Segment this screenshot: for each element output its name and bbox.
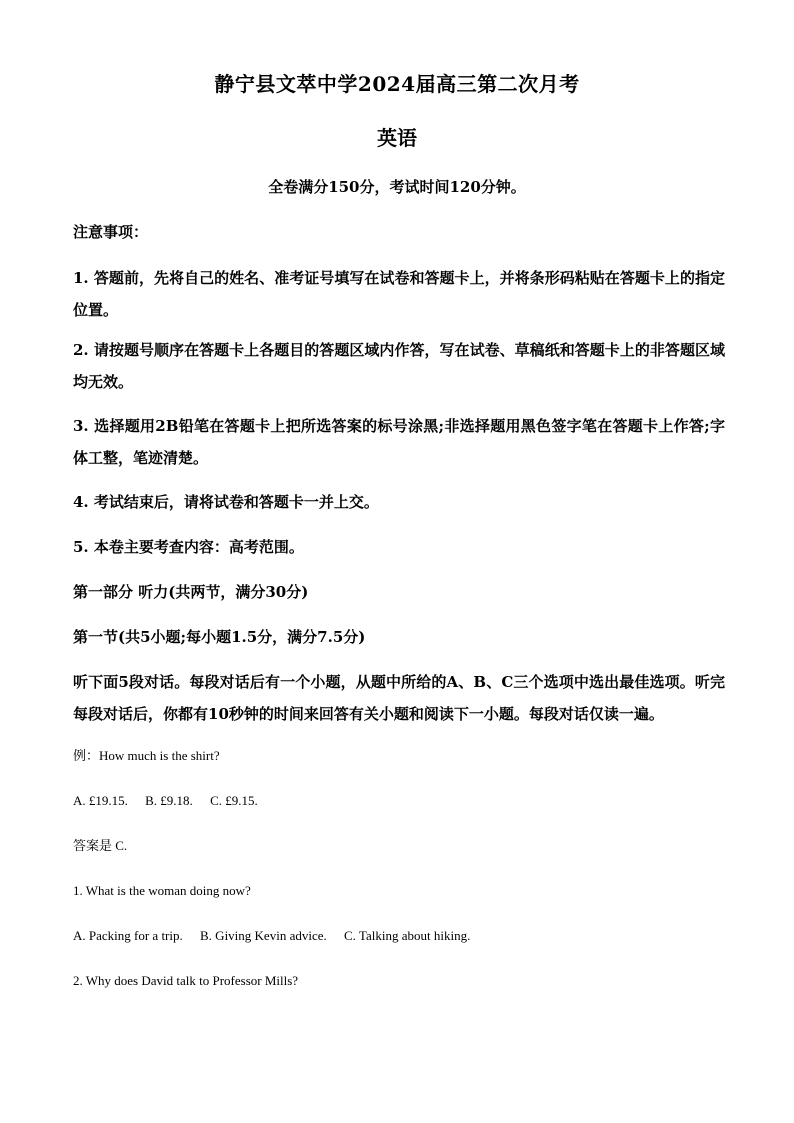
exam-title: 静宁县文萃中学2024届高三第二次月考 xyxy=(214,72,580,96)
question-1-options xyxy=(73,927,725,945)
question-2: 2. Why does David talk to Professor Mills? xyxy=(73,973,299,988)
example-option-a: A. £19.15. xyxy=(73,793,128,808)
part-one-heading: 第一部分 听力(共两节，满分30分) xyxy=(73,583,309,601)
question-1-option-b: B. Giving Kevin advice. xyxy=(200,928,327,943)
question-1-option-c: C. Talking about hiking. xyxy=(344,928,471,943)
example-option-b: B. £9.18. xyxy=(145,793,193,808)
exam-subject: 英语 xyxy=(377,126,417,150)
example-question: 例：How much is the shirt? xyxy=(73,748,220,763)
notice-item-4: 4. 考试结束后，请将试卷和答题卡一并上交。 xyxy=(73,493,379,511)
notice-item-5: 5. 本卷主要考查内容：高考范围。 xyxy=(73,538,304,556)
exam-meta: 全卷满分150分，考试时间120分钟。 xyxy=(268,178,526,196)
notice-item-2: 2. 请按题号顺序在答题卡上各题目的答题区域内作答，写在试卷、草稿纸和答题卡上的非答题区域均无效。 xyxy=(73,341,725,391)
notice-item-1: 1. 答题前，先将自己的姓名、准考证号填写在试卷和答题卡上，并将条形码粘贴在答题卡上的指定位置。 xyxy=(73,269,725,319)
question-1-option-a: A. Packing for a trip. xyxy=(73,928,183,943)
example-options xyxy=(73,792,725,810)
question-1: 1. What is the woman doing now? xyxy=(73,883,251,898)
notice-item-3: 3. 选择题用2B铅笔在答题卡上把所选答案的标号涂黑;非选择题用黑色签字笔在答题卡上作答;字体工整，笔迹清楚。 xyxy=(73,417,725,467)
section-one-heading: 第一节(共5小题;每小题1.5分，满分7.5分) xyxy=(73,628,366,646)
example-option-c: C. £9.15. xyxy=(210,793,258,808)
notice-heading: 注意事项： xyxy=(73,223,149,241)
example-answer: 答案是 C. xyxy=(73,838,128,853)
listening-instructions: 听下面5段对话。每段对话后有一个小题，从题中所给的A、B、C三个选项中选出最佳选项。听完每段对话后，你都有10秒钟的时间来回答有关小题和阅读下一小题。每段对话仅读一遍。 xyxy=(73,673,725,723)
